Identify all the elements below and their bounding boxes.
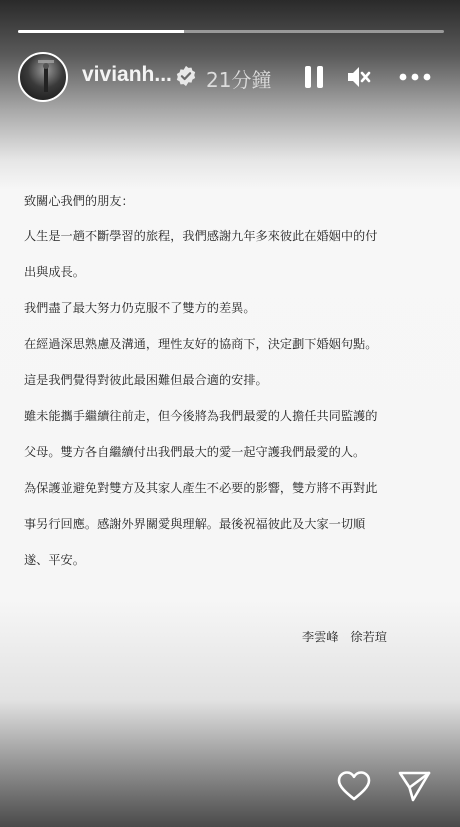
story-timestamp: 21分鐘	[206, 68, 272, 92]
letter-line: 在經過深思熟慮及溝通，理性友好的協商下，決定劃下婚姻句點。	[24, 337, 378, 351]
story-progress-bar	[18, 30, 444, 33]
letter-line: 為保護並避免對雙方及其家人產生不必要的影響，雙方將不再對此	[24, 481, 378, 495]
letter-line: 父母。雙方各自繼續付出我們最大的愛一起守護我們最愛的人。	[24, 445, 366, 459]
heart-icon	[336, 768, 372, 804]
pause-button[interactable]	[301, 64, 327, 90]
story-header	[18, 52, 444, 102]
username[interactable]: vivianh...	[82, 63, 172, 86]
mute-button[interactable]	[346, 64, 372, 90]
letter-signature: 李雲峰 徐若瑄	[302, 630, 387, 644]
send-icon	[396, 768, 432, 804]
like-button[interactable]	[336, 768, 372, 804]
speaker-muted-icon	[346, 64, 372, 90]
story-progress-fill	[18, 30, 184, 33]
verified-badge-icon	[175, 65, 197, 87]
letter-line: 事另行回應。感謝外界關愛與理解。最後祝福彼此及大家一切順	[24, 517, 366, 531]
letter-line: 遂、平安。	[24, 553, 85, 567]
more-options-button[interactable]	[398, 64, 432, 90]
avatar[interactable]	[18, 52, 68, 102]
send-button[interactable]	[396, 768, 432, 804]
avatar-image	[20, 54, 66, 100]
more-dots-icon	[398, 64, 432, 90]
letter-line: 這是我們覺得對彼此最困難但最合適的安排。	[24, 373, 268, 387]
letter-line: 人生是一趟不斷學習的旅程，我們感謝九年多來彼此在婚姻中的付	[24, 229, 378, 243]
letter-line: 出與成長。	[24, 265, 85, 279]
letter-line: 雖未能攜手繼續往前走，但今後將為我們最愛的人擔任共同監護的	[24, 409, 378, 423]
letter-line: 致關心我們的朋友：	[24, 194, 134, 208]
letter-content	[24, 185, 444, 569]
pause-icon	[301, 64, 327, 90]
letter-line: 我們盡了最大努力仍克服不了雙方的差異。	[24, 301, 256, 315]
